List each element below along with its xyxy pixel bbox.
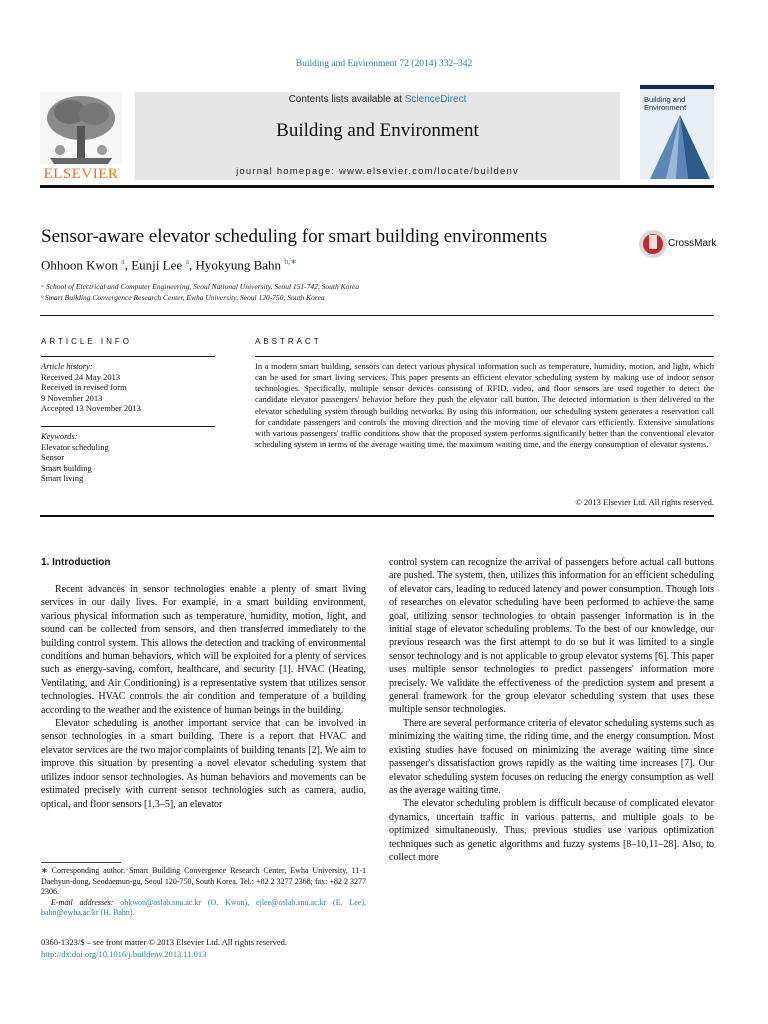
paragraph: Recent advances in sensor technologies enable a plenty of smart living services in our daily lives. For example, in a smart building environment, various physical information such as temperature, humidity, motion, light, and sound can be collected from sensors, and then transferred immediately to the building control system. This allows the detection and tracking of environmental conditions and human behaviors, which will be exploited for a plenty of services such as energy-saving, comfort, healthcare, and security [1]. HVAC (Heating, Ventilating, and Air Conditioning) is a representative system that utilizes sensor technologies. HVAC controls the air condition and temperature of a building according to the weather and the existence of human beings in the building. bbox=[41, 584, 366, 716]
journal-homepage[interactable]: journal homepage: www.elsevier.com/locate/buildenv bbox=[236, 166, 519, 177]
article-info-rule bbox=[41, 356, 215, 357]
keywords-label: Keywords: bbox=[41, 431, 78, 441]
author-affiliation-marker[interactable]: a bbox=[185, 257, 189, 266]
body-column-right bbox=[389, 556, 714, 864]
sciencedirect-link[interactable]: ScienceDirect bbox=[404, 94, 467, 105]
keyword: Sensor bbox=[41, 452, 65, 462]
cover-journal-title: Building and Environment bbox=[644, 95, 687, 112]
crossmark-icon[interactable] bbox=[638, 229, 668, 259]
paragraph: Elevator scheduling is another important service that can be involved in sensor technologies in a smart building. There is a report that HVAC and elevator services are the two major complaints of building tenants [2]. We aim to improve this situation by presenting a novel elevator scheduling system that utilizes indoor sensor technologies. As human behaviors and movements can be estimated precisely with current sensor technologies such as camera, audio, optical, and floor sensors [1,3–5], an elevator bbox=[41, 718, 366, 810]
keyword: Elevator scheduling bbox=[41, 441, 109, 452]
author-name[interactable]: Eunji Lee bbox=[131, 257, 183, 273]
journal-citation[interactable]: Building and Environment 72 (2014) 332–342 bbox=[295, 59, 473, 69]
issn-front-matter: 0360-1323/$ – see front matter © 2013 Elsevier Ltd. All rights reserved. bbox=[41, 937, 288, 947]
elsevier-wordmark: ELSEVIER bbox=[43, 166, 119, 182]
article-info-heading: ARTICLE INFO bbox=[41, 337, 132, 346]
corresponding-author-text: ∗ Corresponding author. Smart Building Convergence Research Center, Ewha University, 11-1 Daehyun-dong, Seodaemun-gu, Seoul 120-750, South Korea. Tel.: +82 2 3277 2368; fax: +82 2 3277 2306. bbox=[41, 866, 366, 897]
history-entry: 9 November 2013 bbox=[41, 392, 103, 403]
author-name[interactable]: Hyokyung Bahn bbox=[195, 257, 282, 273]
crossmark-label[interactable]: CrossMark bbox=[668, 238, 717, 249]
abstract-heading: ABSTRACT bbox=[255, 337, 322, 346]
author-affiliation-marker[interactable]: b,∗ bbox=[284, 257, 297, 266]
email-addresses[interactable]: ohkwon@oslab.snu.ac.kr (O. Kwon), ejlee@oslab.snu.ac.kr (E. Lee), bahn@ewha.ac.kr (H. Bahn). bbox=[41, 897, 366, 918]
paragraph: The elevator scheduling problem is difficult because of complicated elevator dynamics, uncertain traffic in various patterns, and multiple goals to be optimized simultaneously. Thus, previous studies use various optimization techniques such as genetic algorithms and fuzzy systems [8–10,11–28]. Also, to collect more bbox=[389, 798, 714, 863]
title-divider bbox=[40, 315, 714, 316]
keywords-block bbox=[41, 431, 215, 484]
history-entry: Received in revised form bbox=[41, 382, 127, 392]
footnote-rule bbox=[41, 862, 121, 863]
author-affiliation-marker[interactable]: a bbox=[121, 257, 125, 266]
contents-prefix: Contents lists available at bbox=[288, 94, 405, 105]
abstract-bottom-divider bbox=[40, 515, 714, 517]
article-title: Sensor-aware elevator scheduling for smart building environments bbox=[41, 226, 548, 247]
author-name[interactable]: Ohhoon Kwon bbox=[41, 257, 118, 273]
abstract-copyright: © 2013 Elsevier Ltd. All rights reserved. bbox=[575, 497, 714, 507]
paragraph: There are several performance criteria of elevator scheduling systems such as minimizing the waiting time, the riding time, and the energy consumption. Most existing studies have focused on minimizing the average waiting time since passenger's dissatisfaction grows rapidly as the waiting time increases [7]. Our elevator scheduling system focuses on reducing the energy consumption as well as the average waiting time. bbox=[389, 717, 714, 796]
abstract-text: In a modern smart building, sensors can detect various physical information such as temperature, humidity, motion, and light, which can be used for smart living services. This paper presents an efficient elevator scheduling system by making use of indoor sensor technologies. Specifically, multiple sensor devices consisting of RFID, video, and floor sensors are used together to detect the candidate elevator passengers' behavior before they push the elevator call button. The detected information is then delivered to the elevator scheduling system through building networks. By using this information, our scheduling system generates a reservation call for candidate passengers and controls the moving direction and the moving time of elevator cars efficiently. Extensive simulations with various passengers' traffic conditions show that the proposed system performs significantly better than the conventional elevator scheduling system in terms of the average waiting time, the maximum waiting time, and the energy consumption of elevator systems. bbox=[255, 361, 714, 450]
header-divider bbox=[40, 185, 714, 188]
journal-title: Building and Environment bbox=[276, 120, 479, 141]
keyword: Smart building bbox=[41, 462, 92, 473]
affiliation-a: ᵃ School of Electrical and Computer Engineering, Seoul National University, Seoul 151-742, South Korea bbox=[41, 282, 360, 291]
history-entry: Received 24 May 2013 bbox=[41, 371, 121, 382]
history-entry: Accepted 13 November 2013 bbox=[41, 403, 141, 413]
body-column-left bbox=[41, 583, 366, 811]
article-history bbox=[41, 361, 215, 414]
history-label: Article history: bbox=[41, 361, 93, 371]
doi-link[interactable]: http://dx.doi.org/10.1016/j.buildenv.2013.11.013 bbox=[41, 949, 207, 959]
affiliation-b: ᵇ Smart Building Convergence Research Center, Ewha University, Seoul 120-750, South Korea bbox=[41, 293, 325, 302]
author-list: Ohhoon Kwon $^a$, Eunji Lee $^a$, Hyokyung Bahn $^{b,∗}$ bbox=[41, 257, 297, 273]
section-heading-introduction: 1. Introduction bbox=[41, 557, 111, 568]
paragraph: control system can recognize the arrival of passengers before actual call buttons are pushed. The system, then, utilizes this information for an efficient scheduling of elevator cars, leading to reduced latency and power consumption. Though lots of researches on elevator scheduling have been performed to achieve the same goal, utilizing sensor technologies to obtain passenger information is in the initial stage of elevator scheduling problems. To the best of our knowledge, our previous research was the first attempt to do so but it was limited to a single sensor technology and is not applicable to group elevator systems [6]. This paper uses multiple sensor technologies to predict passengers' information more precisely. We validate the effectiveness of the prediction system and present a general framework for the group elevator scheduling system that uses these multiple sensor technologies. bbox=[389, 557, 714, 716]
keywords-rule bbox=[41, 426, 215, 427]
corresponding-author-footnote bbox=[41, 866, 366, 919]
contents-available-line bbox=[135, 94, 620, 105]
email-label: E-mail addresses: bbox=[51, 897, 114, 907]
keyword: Smart living bbox=[41, 473, 84, 483]
abstract-rule bbox=[255, 356, 714, 357]
